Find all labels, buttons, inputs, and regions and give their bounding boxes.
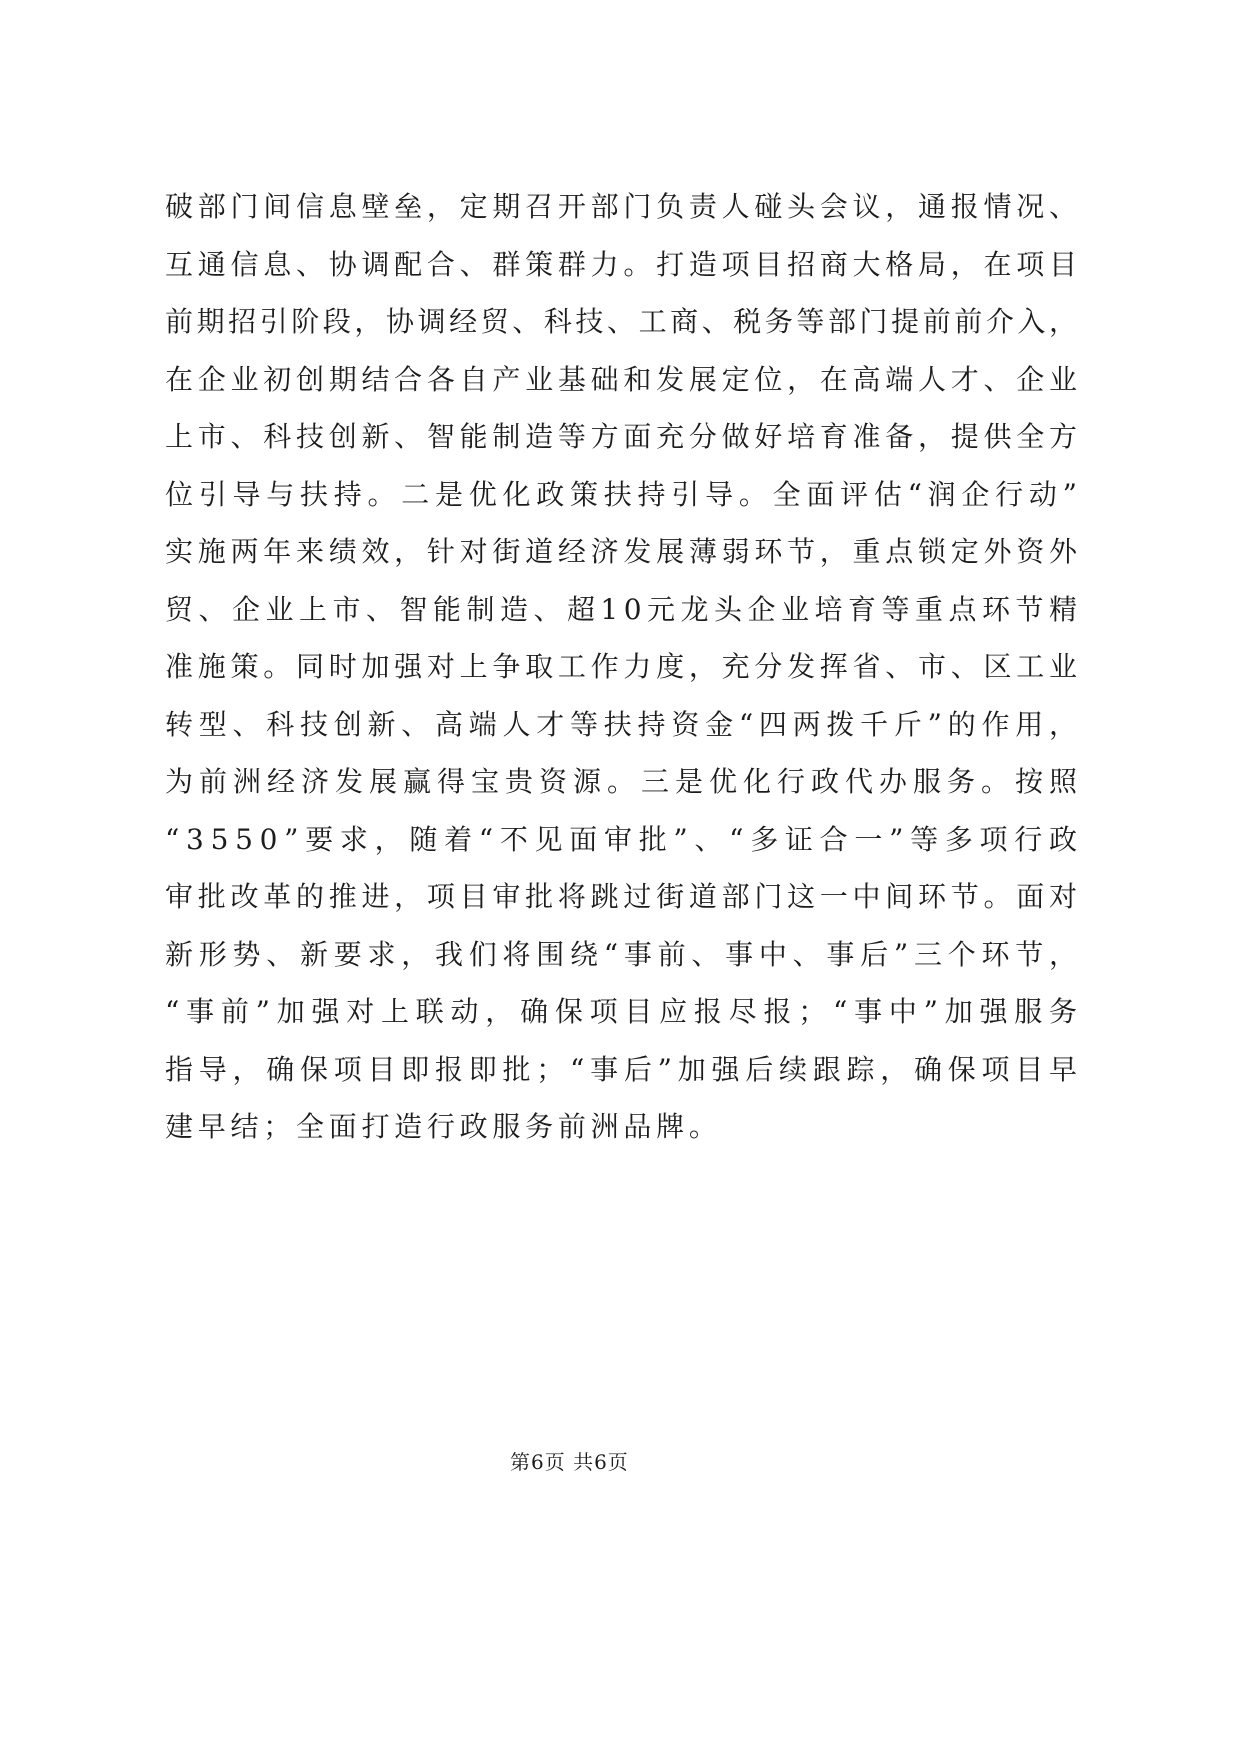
body-paragraph xyxy=(165,178,1085,1156)
paragraph-line: 破部门间信息壁垒，定期召开部门负责人碰头会议，通报情况、 xyxy=(165,190,1082,223)
paragraph-line: 互通信息、协调配合、群策群力。打造项目招商大格局，在项目 xyxy=(165,247,1082,281)
paragraph-line: 转型、科技创新、高端人才等扶持资金“四两拨千斤”的作用， xyxy=(165,707,1083,741)
paragraph-line: 指导，确保项目即报即批；“事后”加强后续跟踪，确保项目早 xyxy=(165,1052,1083,1086)
paragraph-line: 前期招引阶段，协调经贸、科技、工商、税务等部门提前前介入， xyxy=(165,305,1081,338)
paragraph-last-line: 建早结；全面打造行政服务前洲品牌。 xyxy=(165,1110,722,1143)
paragraph-line: 新形势、新要求，我们将围绕“事前、事中、事后”三个环节， xyxy=(165,937,1083,971)
page-number-footer: 第6页 共6页 xyxy=(510,1450,629,1474)
paragraph-line: 贸、企业上市、智能制造、超10元龙头企业培育等重点环节精 xyxy=(165,592,1083,626)
paragraph-line: 为前洲经济发展赢得宝贵资源。三是优化行政代办服务。按照 xyxy=(165,765,1083,798)
paragraph-line: “事前”加强对上联动，确保项目应报尽报；“事中”加强服务 xyxy=(165,995,1084,1028)
paragraph-line: 在企业初创期结合各自产业基础和发展定位，在高端人才、企业 xyxy=(165,362,1082,396)
paragraph-line: 位引导与扶持。二是优化政策扶持引导。全面评估“润企行动” xyxy=(165,477,1083,511)
paragraph-line: 实施两年来绩效，针对街道经济发展薄弱环节，重点锁定外资外 xyxy=(165,535,1082,568)
paragraph-line: 准施策。同时加强对上争取工作力度，充分发挥省、市、区工业 xyxy=(165,650,1082,683)
paragraph-line: 上市、科技创新、智能制造等方面充分做好培育准备，提供全方 xyxy=(165,420,1082,453)
paragraph-line: 审批改革的推进，项目审批将跳过街道部门这一中间环节。面对 xyxy=(165,880,1082,913)
paragraph-line: “3550”要求，随着“不见面审批”、“多证合一”等多项行政 xyxy=(165,822,1084,856)
